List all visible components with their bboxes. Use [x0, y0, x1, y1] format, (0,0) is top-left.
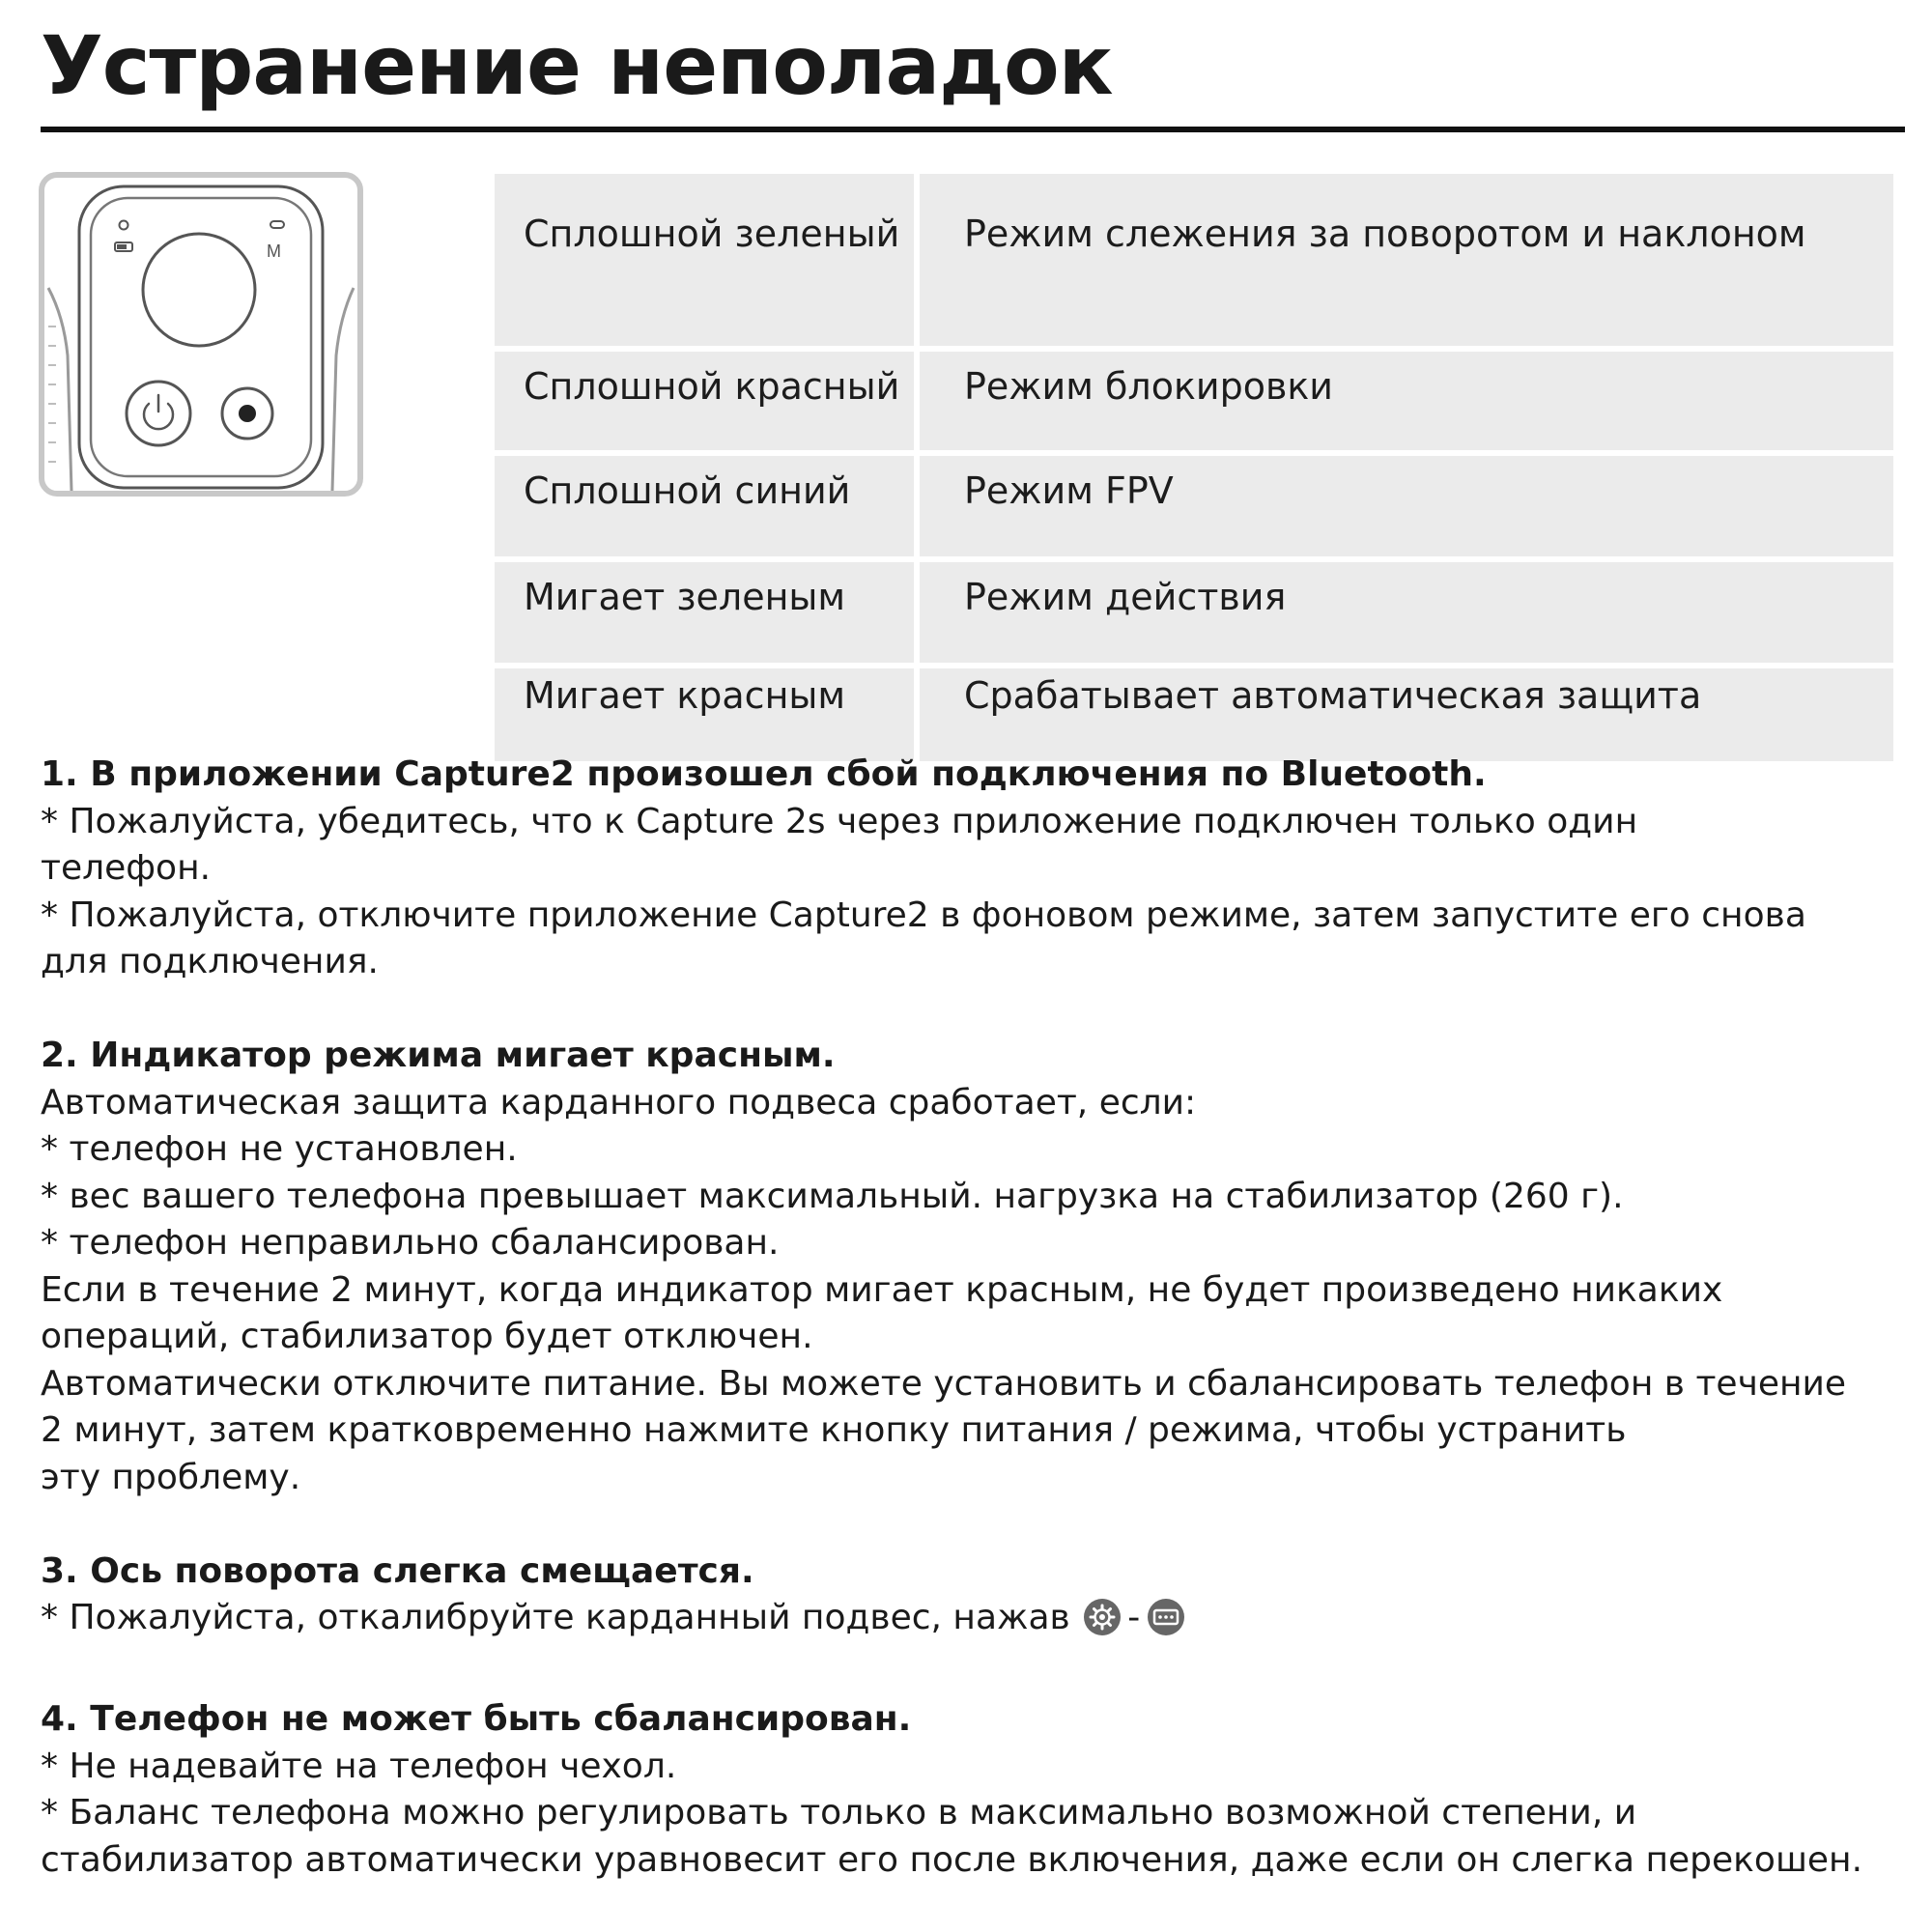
troubleshooting-content [41, 752, 1924, 1884]
mode-label: M [267, 242, 281, 261]
gimbal-control-panel-illustration [39, 172, 363, 497]
record-button-icon [222, 388, 272, 439]
section-line: * телефон неправильно сбалансирован. [41, 1223, 780, 1263]
section-heading: 4. Телефон не может быть сбалансирован. [41, 1699, 912, 1739]
table-row [495, 562, 1893, 663]
mode-name-cell: Режим блокировки [920, 352, 1893, 450]
section-line: * вес вашего телефона превышает максимальный. нагрузка на стабилизатор (260 г). [41, 1176, 1624, 1216]
table-row [495, 174, 1893, 346]
indicator-state-cell: Мигает красным [495, 668, 914, 761]
section-heading: 1. В приложении Capture2 произошел сбой подключения по Bluetooth. [41, 754, 1487, 794]
power-button-icon [127, 382, 190, 445]
calibrate-text: * Пожалуйста, откалибруйте карданный подвес, нажав [41, 1598, 1070, 1637]
section-line: * Пожалуйста, убедитесь, что к Capture 2s через приложение подключен только один [41, 801, 1638, 841]
section-line: для подключения. [41, 942, 379, 981]
section-line: Автоматически отключите питание. Вы можете установить и сбалансировать телефон в течение [41, 1363, 1847, 1404]
indicator-mode-table [489, 168, 1899, 767]
section-line: эту проблему. [41, 1457, 301, 1497]
section-line: стабилизатор автоматически уравновесит его после включения, даже если он слегка перекошен. [41, 1839, 1863, 1880]
mode-name-cell: Режим действия [920, 562, 1893, 663]
section-line: * Пожалуйста, отключите приложение Capture2 в фоновом режиме, затем запустите его снова [41, 895, 1806, 935]
page-title: Устранение неполадок [41, 18, 1113, 113]
troubleshooting-section-red-indicator [41, 1033, 1924, 1501]
section-line: * телефон не установлен. [41, 1129, 518, 1169]
troubleshooting-section-balance [41, 1696, 1924, 1884]
table-row [495, 668, 1893, 761]
joystick-icon [143, 234, 255, 346]
title-divider [41, 127, 1905, 132]
troubleshooting-section-bluetooth [41, 752, 1924, 986]
indicator-state-cell: Сплошной зеленый [495, 174, 914, 346]
icon-separator: - [1127, 1598, 1141, 1637]
indicator-state-cell: Сплошной синий [495, 456, 914, 556]
section-line: * Не надевайте на телефон чехол. [41, 1746, 677, 1786]
mode-name-cell: Режим FPV [920, 456, 1893, 556]
section-line: Автоматическая защита карданного подвеса сработает, если: [41, 1082, 1197, 1122]
section-heading: 2. Индикатор режима мигает красным. [41, 1036, 836, 1075]
section-line: * Баланс телефона можно регулировать только в максимально возможной степени, и [41, 1793, 1637, 1833]
settings-gear-icon [1083, 1598, 1122, 1650]
section-heading: 3. Ось поворота слегка смещается. [41, 1550, 754, 1591]
table-row [495, 456, 1893, 556]
section-line: 2 минут, затем кратковременно нажмите кнопку питания / режима, чтобы устранить [41, 1410, 1627, 1450]
table-row [495, 352, 1893, 450]
mode-name-cell: Срабатывает автоматическая защита [920, 668, 1893, 761]
indicator-state-cell: Мигает зеленым [495, 562, 914, 663]
calibrate-instruction [41, 1595, 1924, 1650]
more-menu-icon [1146, 1598, 1186, 1650]
troubleshooting-section-axis-drift [41, 1548, 1924, 1650]
mode-name-cell: Режим слежения за поворотом и наклоном [920, 174, 1893, 346]
section-line: Если в течение 2 минут, когда индикатор мигает красным, не будет произведено никаких [41, 1269, 1723, 1310]
section-line: телефон. [41, 848, 212, 888]
indicator-state-cell: Сплошной красный [495, 352, 914, 450]
section-line: операций, стабилизатор будет отключен. [41, 1317, 813, 1356]
